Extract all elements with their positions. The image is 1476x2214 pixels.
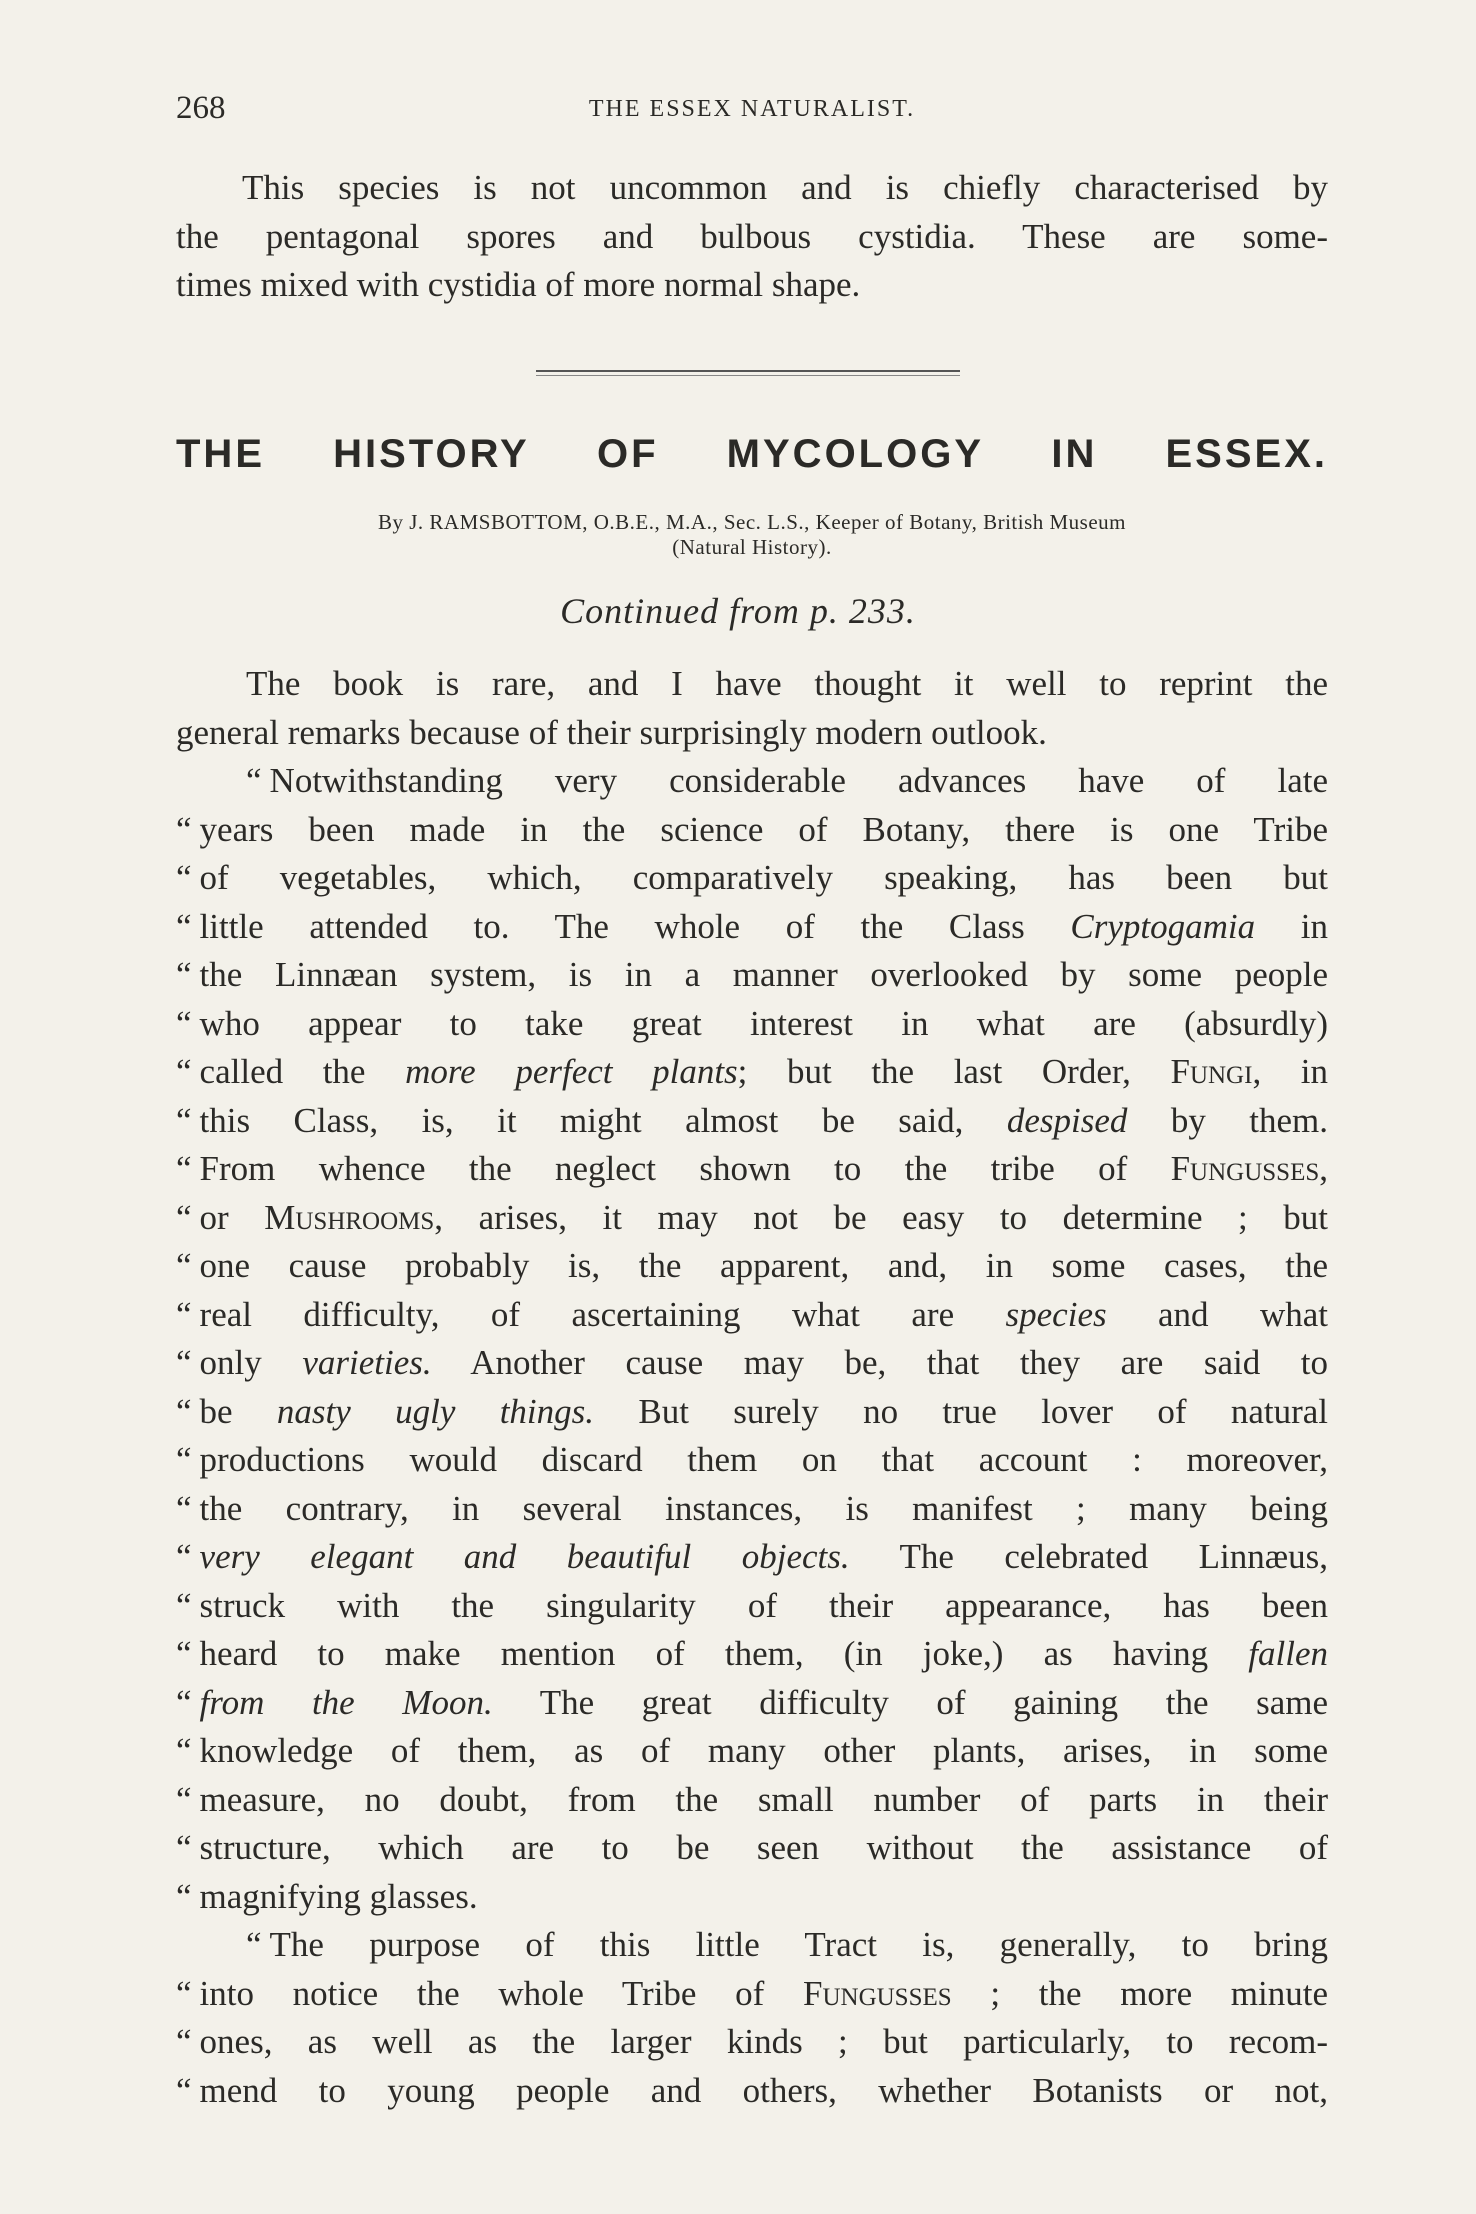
text-line: “ The purpose of this little Tract is, generally, to bring (246, 1925, 1328, 1964)
quote-mark: “ (176, 1585, 190, 1625)
text-line: “ Notwithstanding very considerable advances have of late (246, 761, 1328, 800)
quote-mark: “ (176, 809, 190, 849)
text-line: “ knowledge of them, as of many other plants, arises, in some (176, 1731, 1328, 1770)
text-line: “ magnifying glasses. (176, 1876, 478, 1916)
quote-mark: “ (246, 1925, 260, 1964)
text-line: “ the contrary, in several instances, is manifest ; many being (176, 1488, 1328, 1528)
quote-mark: “ (176, 1876, 190, 1916)
text-line: “ measure, no doubt, from the small number of parts in their (176, 1779, 1328, 1819)
running-head (176, 90, 1328, 130)
quote-mark: “ (176, 1391, 190, 1431)
text-line: This species is not uncommon and is chiefly characterised by (242, 168, 1328, 207)
quote-mark: “ (176, 1731, 190, 1770)
text-line: “ ones, as well as the larger kinds ; but particularly, to recom- (176, 2022, 1328, 2061)
intro-paragraph (176, 164, 1328, 310)
quote-mark: “ (176, 2070, 190, 2110)
text-line: “ this Class, is, it might almost be said, despised by them. (176, 1100, 1329, 1140)
quote-mark: “ (176, 1682, 190, 1722)
text-line: “ who appear to take great interest in what are (absurdly) (176, 1003, 1328, 1043)
text-line: “ mend to young people and others, whether Botanists or not, (176, 2070, 1328, 2110)
text-line: general remarks because of their surprisingly modern outlook. (176, 712, 1047, 752)
byline-affiliation: (Natural History). (672, 535, 832, 559)
text-line: “ very elegant and beautiful objects. The celebrated Linnæus, (176, 1537, 1328, 1576)
quote-mark: “ (176, 1973, 190, 2013)
continued-note (0, 590, 1476, 632)
quote-mark: “ (246, 761, 260, 800)
quote-mark: “ (176, 1197, 190, 1237)
quote-mark: “ (176, 1149, 190, 1188)
quote-mark: “ (176, 1246, 190, 1285)
continued-page-ref: p. 233. (809, 591, 916, 631)
quote-mark: “ (176, 1343, 190, 1382)
text-line: “ of vegetables, which, comparatively speaking, has been but (176, 858, 1328, 897)
quote-mark: “ (176, 1634, 190, 1673)
text-line: “ little attended to. The whole of the Class Cryptogamia in (176, 906, 1329, 946)
byline-author: By J. RAMSBOTTOM, O.B.E., M.A., Sec. L.S., Keeper of Botany, British Museum (378, 510, 1126, 534)
continued-label: Continued from (560, 591, 800, 631)
text-line: “ the Linnæan system, is in a manner overlooked by some people (176, 955, 1328, 994)
text-line: “ real difficulty, of ascertaining what are species and what (176, 1294, 1328, 1334)
text-line: “ years been made in the science of Botany, there is one Tribe (176, 809, 1328, 849)
quote-mark: “ (176, 1294, 190, 1334)
text-line: “ heard to make mention of them, (in joke,) as having fallen (176, 1634, 1329, 1673)
quote-mark: “ (176, 1779, 190, 1819)
quote-mark: “ (176, 955, 190, 994)
text-line: the pentagonal spores and bulbous cystidia. These are some- (176, 216, 1328, 256)
text-line: “ From whence the neglect shown to the tribe of Fungusses, (176, 1149, 1328, 1188)
journal-title: THE ESSEX NATURALIST. (588, 96, 916, 122)
text-line: “ one cause probably is, the apparent, and, in some cases, the (176, 1246, 1328, 1285)
article-title: THE HISTORY OF MYCOLOGY IN ESSEX. (176, 432, 1328, 476)
quote-mark: “ (176, 1828, 190, 1867)
quote-mark: “ (176, 1537, 190, 1576)
quote-mark: “ (176, 2022, 190, 2061)
text-line: “ only varieties. Another cause may be, that they are said to (176, 1343, 1329, 1382)
article-body (176, 660, 1328, 2115)
text-line: “ or Mushrooms, arises, it may not be easy to determine ; but (176, 1197, 1329, 1237)
quote-mark: “ (176, 1488, 190, 1528)
quote-mark: “ (176, 1003, 190, 1043)
page-number: 268 (176, 90, 226, 126)
text-line: The book is rare, and I have thought it well to reprint the (246, 664, 1328, 703)
text-line: “ struck with the singularity of their appearance, has been (176, 1585, 1328, 1625)
section-divider (536, 370, 960, 376)
quote-mark: “ (176, 858, 190, 897)
quote-mark: “ (176, 1440, 190, 1479)
text-line: times mixed with cystidia of more normal shape. (176, 265, 861, 304)
quote-mark: “ (176, 1100, 190, 1140)
text-line: “ be nasty ugly things. But surely no true lover of natural (176, 1391, 1329, 1431)
text-line: “ called the more perfect plants; but the last Order, Fungi, in (176, 1052, 1329, 1091)
text-line: “ from the Moon. The great difficulty of gaining the same (176, 1682, 1328, 1722)
quote-mark: “ (176, 1052, 190, 1091)
text-line: “ productions would discard them on that account : moreover, (176, 1440, 1328, 1479)
quote-mark: “ (176, 906, 190, 946)
text-line: “ into notice the whole Tribe of Fungusses ; the more minute (176, 1973, 1329, 2013)
text-line: “ structure, which are to be seen without the assistance of (176, 1828, 1328, 1867)
byline (176, 510, 1328, 560)
